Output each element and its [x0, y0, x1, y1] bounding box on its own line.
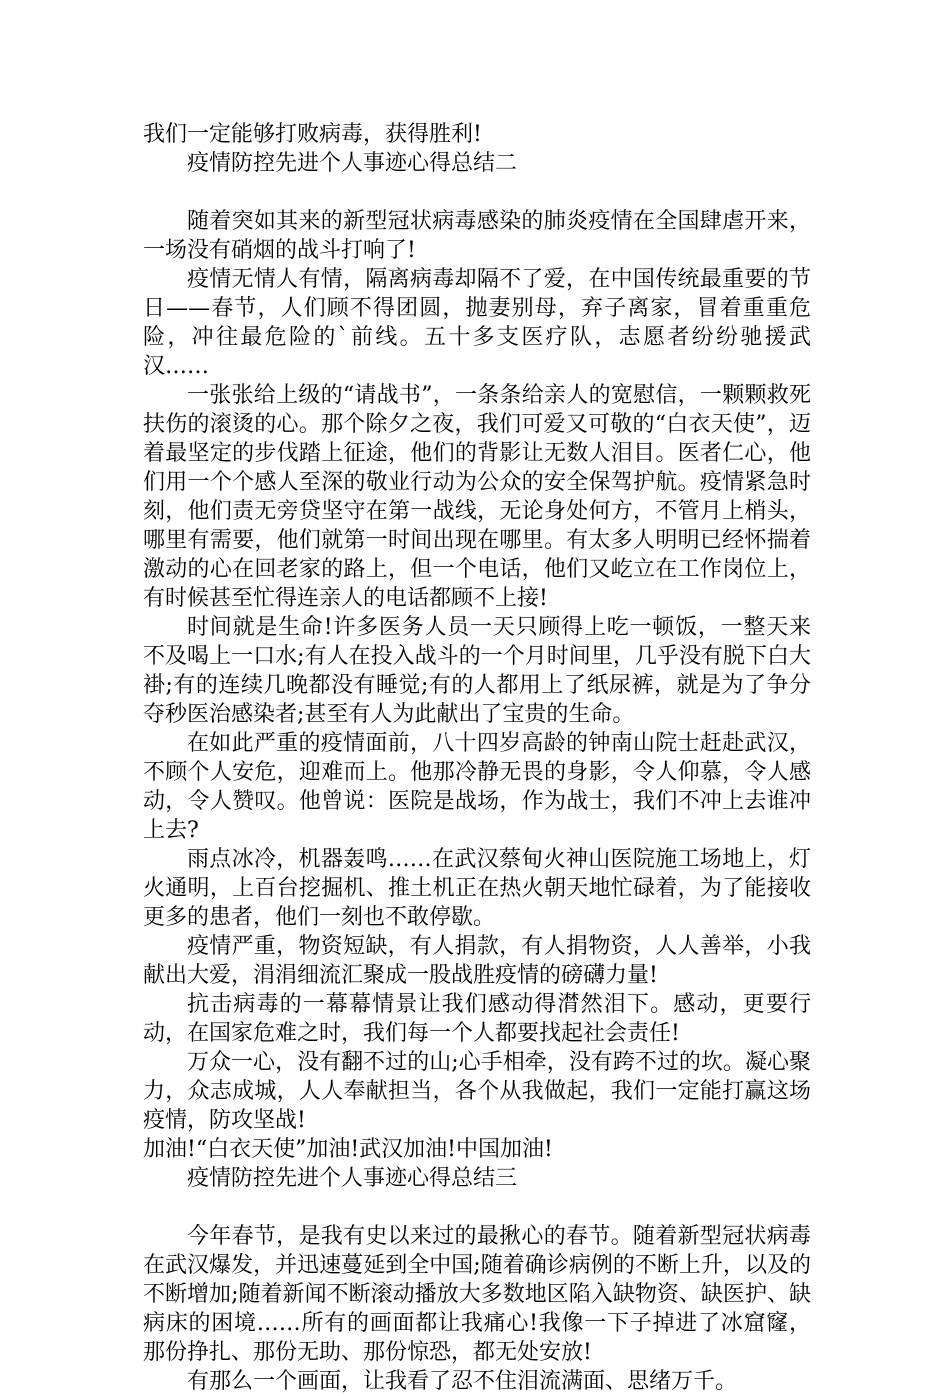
- section-title-2: 疫情防控先进个人事迹心得总结二: [187, 151, 518, 176]
- paragraph: 时间就是生命!许多医务人员一天只顾得上吃一顿饭，一整天来不及喝上一口水;有人在投入战斗的一个月时间里，几乎没有脱下白大褂;有的连续几晚都没有睡觉;有的人都用上了纸尿裤，就是为了争分夺秒医治感染者;甚至有人为此献出了宝贵的生命。: [143, 615, 811, 727]
- paragraph: 疫情严重，物资短缺，有人捐款，有人捐物资，人人善举，小我献出大爱，涓涓细流汇聚成一股战胜疫情的磅礴力量!: [143, 934, 811, 988]
- paragraph: 随着突如其来的新型冠状病毒感染的肺炎疫情在全国肆虐开来，一场没有硝烟的战斗打响了!: [143, 209, 811, 263]
- paragraph: 在如此严重的疫情面前，八十四岁高龄的钟南山院士赶赴武汉，不顾个人安危，迎难而上。他那冷静无畏的身影，令人仰慕，令人感动，令人赞叹。他曾说：医院是战场，作为战士，我们不冲上去谁冲上去?: [143, 731, 811, 843]
- blank-line: [143, 178, 811, 207]
- closing-line: 加油!“白衣天使”加油!武汉加油!中国加油!: [143, 1137, 553, 1162]
- paragraph: 抗击病毒的一幕幕情景让我们感动得潸然泪下。感动，更要行动，在国家危难之时，我们每一个人都要找起社会责任!: [143, 992, 811, 1046]
- paragraph: 万众一心，没有翻不过的山;心手相牵，没有跨不过的坎。凝心聚力，众志成城，人人奉献担当，各个从我做起，我们一定能打赢这场疫情，防攻坚战!: [143, 1050, 811, 1133]
- paragraph: 疫情无情人有情，隔离病毒却隔不了爱，在中国传统最重要的节日——春节，人们顾不得团圆，抛妻别母，弃子离家，冒着重重危险，冲往最危险的`前线。五十多支医疗队，志愿者纷纷驰援武汉……: [143, 267, 811, 379]
- blank-line: [143, 1193, 811, 1222]
- opening-line: 我们一定能够打败病毒，获得胜利!: [143, 122, 482, 147]
- paragraph: 雨点冰冷，机器轰鸣……在武汉蔡甸火神山医院施工场地上，灯火通明，上百台挖掘机、推土机正在热火朝天地忙碌着，为了能接收更多的患者，他们一刻也不敢停歇。: [143, 847, 811, 930]
- document-page: [143, 120, 811, 1396]
- paragraph: 有那么一个画面，让我看了忍不住泪流满面、思绪万千。: [187, 1369, 738, 1394]
- paragraph: 一张张给上级的“请战书”，一条条给亲人的宽慰信，一颗颗救死扶伤的滚烫的心。那个除夕之夜，我们可爱又可敬的“白衣天使”，迈着最坚定的步伐踏上征途，他们的背影让无数人泪目。医者仁心，他们用一个个感人至深的敬业行动为公众的安全保驾护航。疫情紧急时刻，他们责无旁贷坚守在第一战线，无论身处何方，不管月上梢头，哪里有需要，他们就第一时间出现在哪里。有太多人明明已经怀揣着激动的心在回老家的路上，但一个电话，他们又屹立在工作岗位上，有时候甚至忙得连亲人的电话都顾不上接!: [143, 383, 811, 611]
- paragraph: 今年春节，是我有史以来过的最揪心的春节。随着新型冠状病毒在武汉爆发，并迅速蔓延到全中国;随着确诊病例的不断上升，以及的不断增加;随着新闻不断滚动播放大多数地区陷入缺物资、缺医护、缺病床的困境……所有的画面都让我痛心!我像一下子掉进了冰窟窿，那份挣扎、那份无助、那份惊恐，都无处安放!: [143, 1224, 811, 1365]
- section-title-3: 疫情防控先进个人事迹心得总结三: [187, 1166, 518, 1191]
